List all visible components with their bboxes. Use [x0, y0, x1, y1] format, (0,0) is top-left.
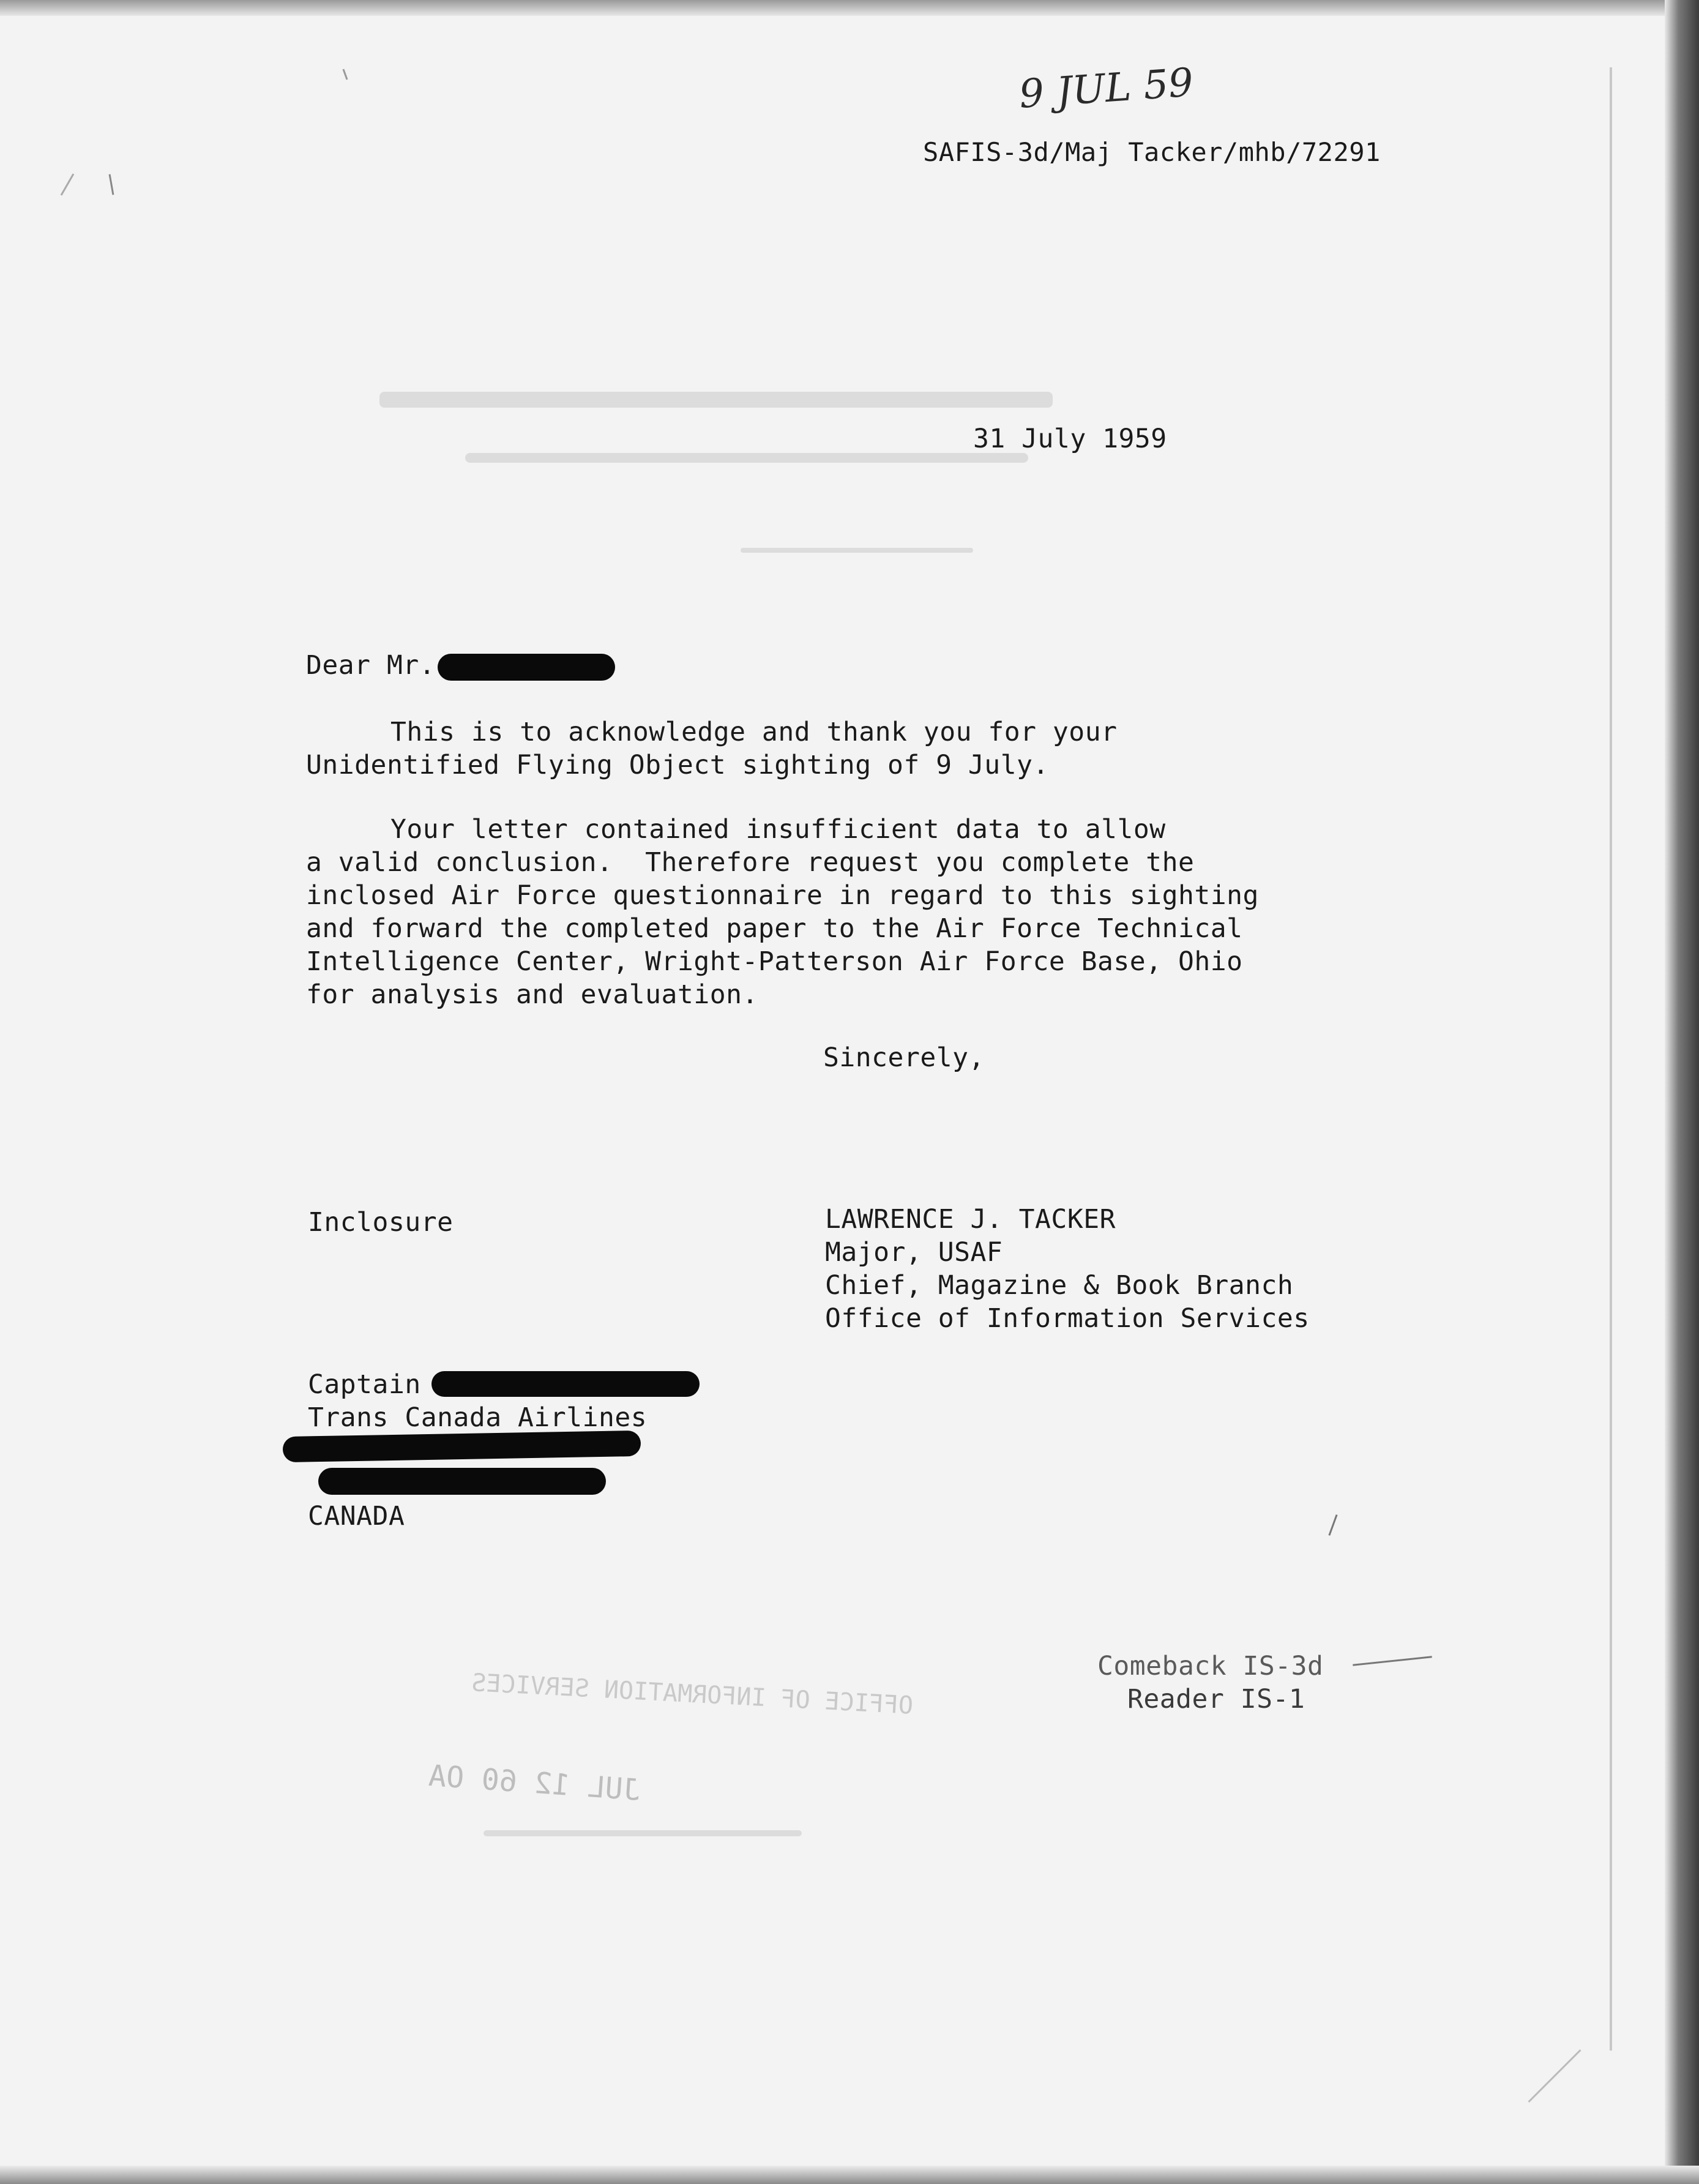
- stray-mark: [1528, 2049, 1581, 2103]
- address-line-2: Trans Canada Airlines: [308, 1402, 648, 1433]
- scan-right-edge: [1665, 0, 1699, 2184]
- letter-date: 31 July 1959: [973, 424, 1167, 454]
- signature-office: Office of Information Services: [825, 1303, 1310, 1334]
- enclosure-note: Inclosure: [308, 1207, 454, 1238]
- routing-line-2: Reader IS-1: [1127, 1684, 1305, 1715]
- signature-name: LAWRENCE J. TACKER: [825, 1204, 1116, 1235]
- stray-mark: [61, 173, 75, 195]
- stamp-smudge: [484, 1830, 802, 1836]
- bleed-through-mark: [379, 392, 1053, 408]
- stray-mark: [1328, 1514, 1337, 1536]
- scan-top-edge: [0, 0, 1699, 16]
- paragraph-2-line: Your letter contained insufficient data to allow: [390, 814, 1166, 845]
- routing-dash: [1353, 1656, 1432, 1666]
- scan-bottom-edge: [0, 2166, 1699, 2184]
- receiving-stamp-line: JUL 12 60 OA: [427, 1758, 642, 1808]
- redaction-bar: [431, 1371, 700, 1397]
- stray-mark: [109, 174, 114, 195]
- address-country: CANADA: [308, 1501, 405, 1531]
- reference-line: SAFIS-3d/Maj Tacker/mhb/72291: [923, 137, 1381, 167]
- stray-mark: [343, 69, 348, 80]
- paragraph-2-line: Intelligence Center, Wright-Patterson Air Force Base, Ohio: [306, 946, 1243, 977]
- signature-rank: Major, USAF: [825, 1237, 1003, 1268]
- closing: Sincerely,: [823, 1042, 985, 1073]
- paragraph-1-line: This is to acknowledge and thank you for your: [390, 717, 1118, 747]
- paragraph-2-line: a valid conclusion. Therefore request you complete the: [306, 847, 1195, 878]
- handwritten-date: 9 JUL 59: [1017, 60, 1195, 118]
- bleed-through-mark: [465, 453, 1028, 463]
- routing-line-1: Comeback IS-3d: [1097, 1651, 1324, 1681]
- redaction-bar: [318, 1468, 606, 1495]
- paragraph-1-line: Unidentified Flying Object sighting of 9 July.: [306, 750, 1049, 780]
- signature-title: Chief, Magazine & Book Branch: [825, 1270, 1294, 1301]
- receiving-stamp-line: OFFICE OF INFORMATION SERVICES: [471, 1669, 914, 1720]
- redaction-bar: [283, 1430, 641, 1462]
- address-line-1: Captain: [308, 1369, 421, 1400]
- salutation: Dear Mr.: [306, 650, 436, 681]
- paragraph-2-line: for analysis and evaluation.: [306, 979, 758, 1010]
- redaction-bar: [438, 654, 615, 681]
- paper-fold-line: [1610, 67, 1612, 2051]
- paragraph-2-line: and forward the completed paper to the Air Force Technical: [306, 913, 1243, 944]
- bleed-through-mark: [741, 548, 973, 553]
- paragraph-2-line: inclosed Air Force questionnaire in regard to this sighting: [306, 880, 1259, 911]
